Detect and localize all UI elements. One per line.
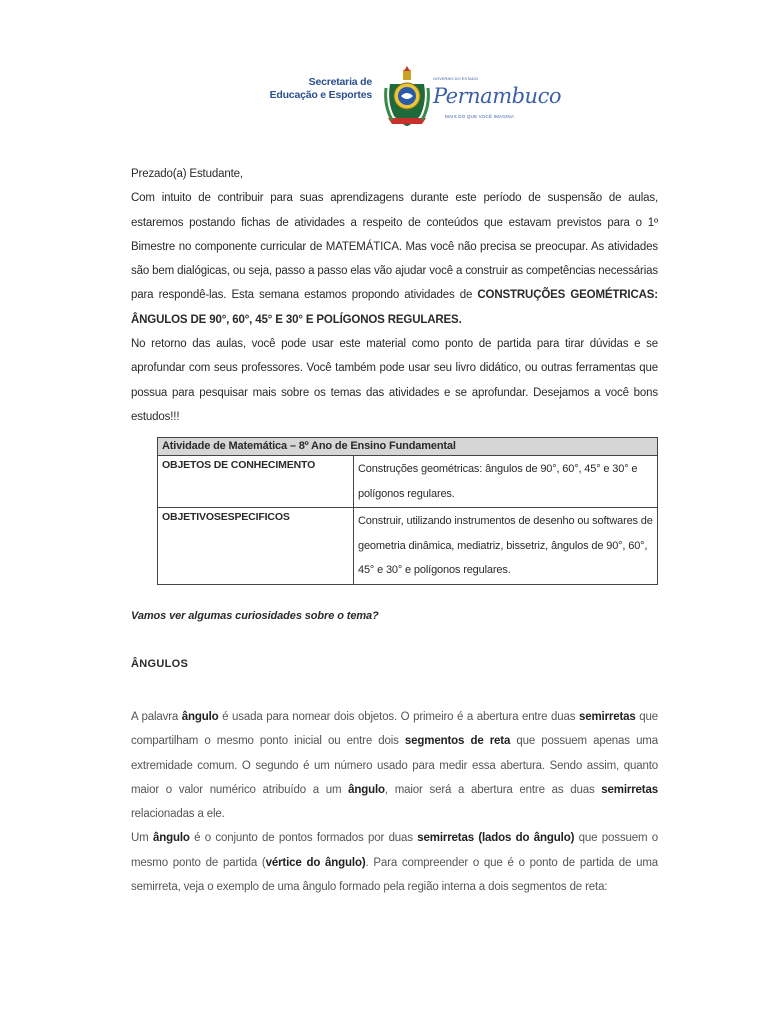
text-run: . Para compreender o que é o ponto de partida de uma semirreta, veja o exemplo de uma ângulo formado pela região interna a dois segmentos de reta: <box>131 856 659 894</box>
activity-table <box>157 437 658 585</box>
text-run: relacionadas a ele. <box>131 808 225 821</box>
table-row-label: OBJETOS DE CONHECIMENTO <box>158 456 354 508</box>
text-run: que compartilham o mesmo ponto inicial ou entre dois <box>131 711 658 748</box>
governo-label: GOVERNO DO ESTADO <box>433 76 478 81</box>
intro-section <box>131 162 658 429</box>
bold-term: semirretas <box>601 783 658 796</box>
bold-term: ângulo <box>181 711 219 723</box>
text-run: Um <box>131 832 153 845</box>
curiosities-prompt: Vamos ver algumas curiosidades sobre o tema? <box>131 610 379 622</box>
intro-paragraph-1-text: Com intuito de contribuir para suas aprendizagens durante este período de suspensão de aulas, estaremos postando fichas de atividades a respeito de conteúdos que estavam previstos para o 1º Bimestre no componente curricular de MATEMÁTICA. Mas você não precisa se preocupar. As atividades são bem dialógicas, ou seja, passo a passo elas vão ajudar você a construir as competências necessárias para respondê-las. Esta semana estamos propondo atividades de <box>131 192 658 302</box>
text-run: A palavra <box>131 711 182 723</box>
coat-of-arms-icon <box>384 66 430 128</box>
text-run: que possuem apenas uma extremidade comum. O segundo é um número usado para medir essa abertura. Sendo assim, quanto maior o valor numérico atribuído a um <box>131 735 658 796</box>
angulos-paragraph-1 <box>131 705 658 826</box>
pernambuco-tagline: MAIS DO QUE VOCÊ IMAGINA <box>445 114 515 119</box>
text-run: , maior será a abertura entre as duas <box>384 783 602 796</box>
pernambuco-wordmark: Pernambuco <box>433 84 561 108</box>
bold-term: semirretas (lados do ângulo) <box>417 832 575 845</box>
page-header <box>0 62 768 132</box>
bold-term: semirretas <box>578 711 636 723</box>
angulos-paragraph-2 <box>131 826 658 899</box>
text-run: que possuem o mesmo ponto de partida ( <box>131 832 659 869</box>
text-run: é o conjunto de pontos formados por duas <box>189 832 418 845</box>
pernambuco-logo <box>433 76 561 124</box>
table-row-value: Construir, utilizando instrumentos de desenho ou softwares de geometria dinâmica, mediatriz, bissetriz, ângulos de 90°, 60°, 45° e 30° e polígonos regulares. <box>354 508 658 585</box>
bold-term: ângulo <box>152 832 190 845</box>
text-run: é usada para nomear dois objetos. O primeiro é a abertura entre duas <box>218 711 579 723</box>
secretaria-line-2: Educação e Esportes <box>269 89 372 101</box>
table-title: Atividade de Matemática – 8º Ano de Ensino Fundamental <box>158 438 658 456</box>
table-row <box>158 456 658 508</box>
secretaria-logo-text <box>270 76 372 102</box>
greeting: Prezado(a) Estudante, <box>131 168 243 180</box>
table-row-value: Construções geométricas: ângulos de 90°, 60°, 45° e 30° e polígonos regulares. <box>354 456 658 508</box>
angulos-section <box>131 705 658 899</box>
section-heading-angulos: ÂNGULOS <box>131 658 189 670</box>
bold-term: segmentos de reta <box>404 735 511 748</box>
intro-paragraph-1 <box>131 186 658 332</box>
intro-paragraph-2: No retorno das aulas, você pode usar este material como ponto de partida para tirar dúvidas e se aprofundar com seus professores. Você também pode usar seu livro didático, ou outras ferramentas que possua para pesquisar mais sobre os temas das atividades e se aprofundar. Desejamos a você bons estudos!!! <box>131 338 658 423</box>
bold-term: vértice do ângulo) <box>265 856 366 869</box>
bold-term: ângulo <box>348 783 385 796</box>
table-row-label: OBJETIVOSESPECIFICOS <box>158 508 354 585</box>
table-row <box>158 508 658 585</box>
secretaria-line-1: Secretaria de <box>308 76 372 88</box>
intro-topic-bold: CONSTRUÇÕES GEOMÉTRICAS: ÂNGULOS DE 90°, 60°, 45° E 30° E POLÍGONOS REGULARES. <box>131 289 658 326</box>
